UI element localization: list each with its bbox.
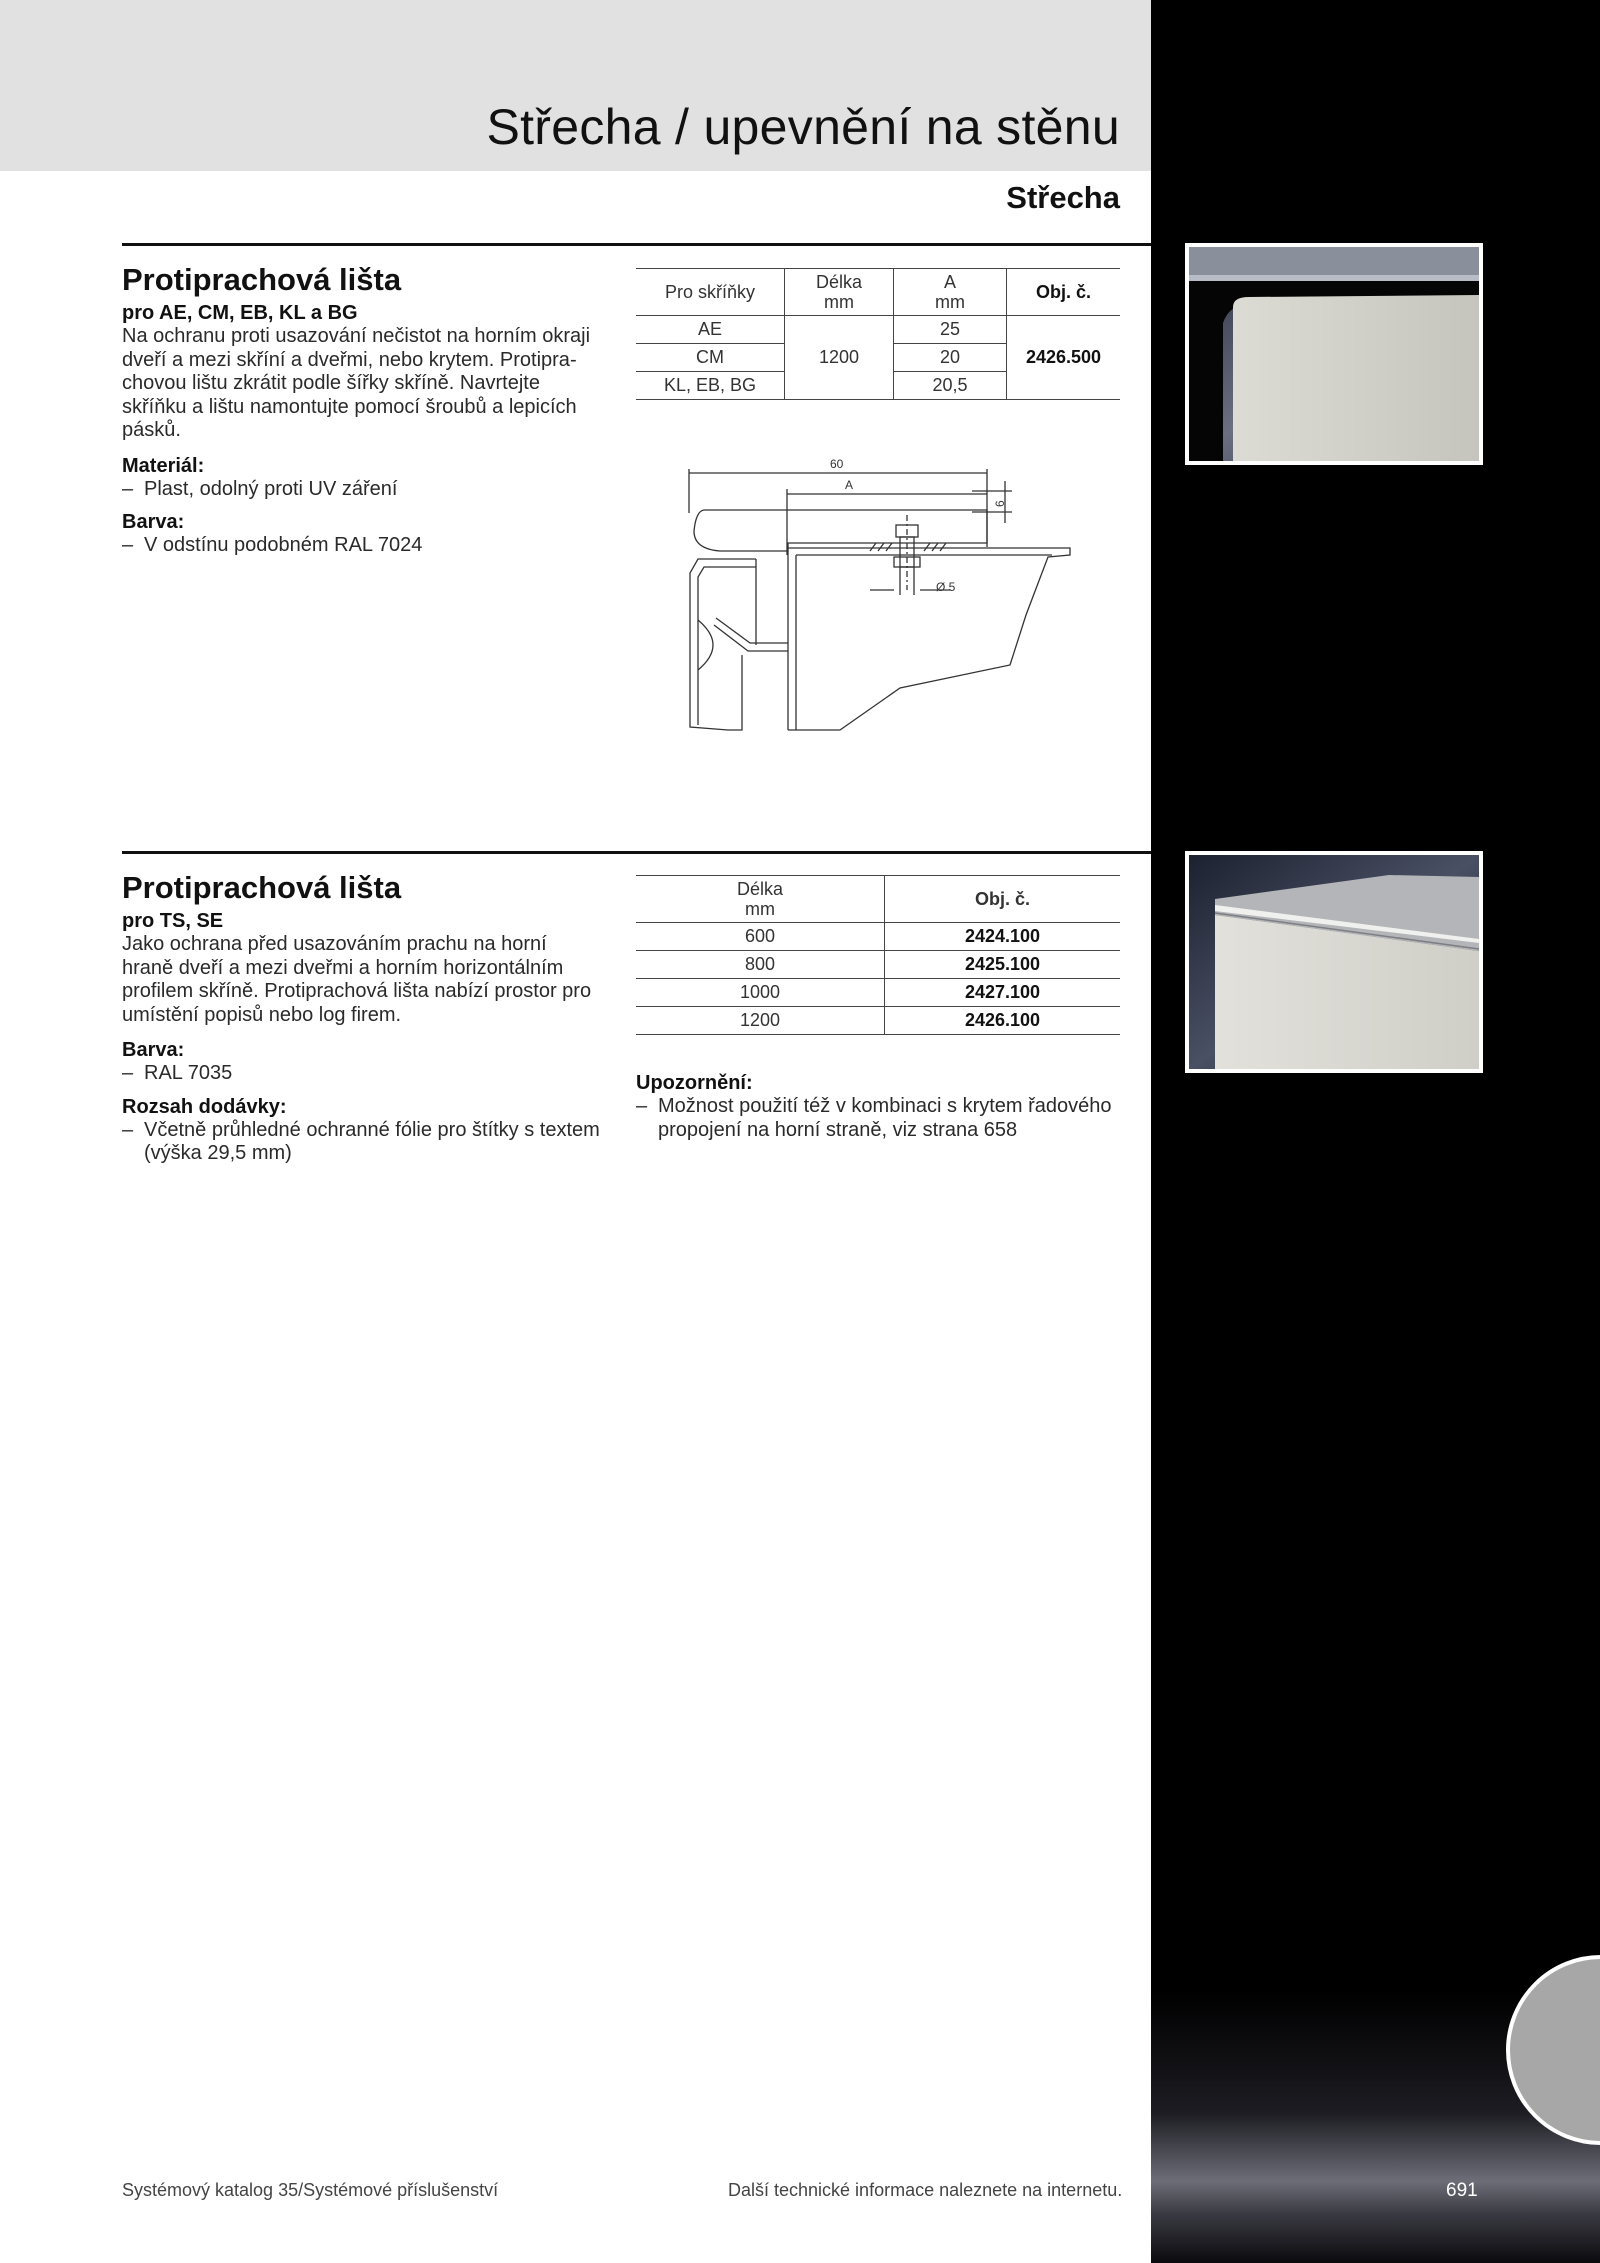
cell-cabinet: CM bbox=[636, 344, 785, 372]
dim-height-label: 6 bbox=[993, 500, 1007, 507]
product1-heading: Protiprachová lišta bbox=[122, 262, 402, 297]
cell-order-no: 2426.500 bbox=[1007, 316, 1121, 400]
product2-photo-image bbox=[1189, 855, 1479, 1069]
technical-drawing bbox=[680, 455, 1080, 735]
product2-text bbox=[122, 870, 602, 1166]
product1-description: Na ochranu proti usazování nečistot na horním okraji dveří a mezi skříní a dveřmi, nebo krytem. Protiprachovou lištu zkrátit podle šířky skříně. Navrtejte skříňku a lištu namontujte pomocí šroubů a lepicích pásků. bbox=[122, 325, 591, 441]
product2-color-item: – RAL 7035 bbox=[122, 1062, 602, 1086]
product2-description: Jako ochrana před usazováním prachu na horní hraně dveří a mezi dveřmi a horním horizontálním profilem skříně. Protiprachová lišta nabízí prostor pro umístění popisů nebo log firem. bbox=[122, 933, 592, 1026]
cell-order-no: 2424.100 bbox=[885, 923, 1121, 951]
table-header-row bbox=[636, 876, 1120, 923]
cell-length: 600 bbox=[636, 923, 885, 951]
product2-note bbox=[636, 1072, 1120, 1142]
table-header-cabinet: Pro skříňky bbox=[636, 269, 785, 316]
table-header-order: Obj. č. bbox=[1007, 269, 1121, 316]
footer-catalog: Systémový katalog 35/Systémové příslušenství bbox=[122, 2180, 499, 2200]
table-row bbox=[636, 316, 1120, 344]
product1-material-label: Materiál: bbox=[122, 454, 205, 477]
product1-text bbox=[122, 262, 602, 558]
dim-a-label: A bbox=[845, 478, 854, 492]
cell-cabinet: KL, EB, BG bbox=[636, 372, 785, 400]
cell-a: 20,5 bbox=[894, 372, 1007, 400]
product2-scope-label: Rozsah dodávky: bbox=[122, 1095, 287, 1118]
cell-cabinet: AE bbox=[636, 316, 785, 344]
cell-a: 25 bbox=[894, 316, 1007, 344]
product2-scope-item: – Včetně průhledné ochranné fólie pro štítky s textem (výška 29,5 mm) bbox=[122, 1119, 602, 1166]
product2-heading: Protiprachová lišta bbox=[122, 870, 402, 905]
dim-width-label: 60 bbox=[830, 457, 844, 471]
product1-photo-image bbox=[1189, 247, 1479, 461]
product1-table bbox=[636, 268, 1120, 400]
table-row bbox=[636, 979, 1120, 1007]
table-header-length: Délka mm bbox=[636, 876, 885, 923]
cell-order-no: 2427.100 bbox=[885, 979, 1121, 1007]
table-row bbox=[636, 1007, 1120, 1035]
section-rule bbox=[122, 243, 1151, 246]
section-title: Střecha bbox=[1006, 180, 1120, 215]
product2-table bbox=[636, 875, 1120, 1035]
product1-color-item: – V odstínu podobném RAL 7024 bbox=[122, 534, 602, 558]
cell-a: 20 bbox=[894, 344, 1007, 372]
page-number: 691 bbox=[1446, 2180, 1478, 2201]
product2-note-label: Upozornění: bbox=[636, 1072, 753, 1094]
cell-length: 800 bbox=[636, 951, 885, 979]
table-row bbox=[636, 951, 1120, 979]
section-rule bbox=[122, 851, 1151, 854]
footer-info: Další technické informace naleznete na internetu. bbox=[728, 2180, 1123, 2200]
table-header-row bbox=[636, 269, 1120, 316]
table-header-a: A mm bbox=[894, 269, 1007, 316]
product2-note-item: – Možnost použití též v kombinaci s krytem řadového propojení na horní straně, viz strana 658 bbox=[636, 1095, 1120, 1142]
cell-length: 1200 bbox=[785, 316, 894, 400]
product1-subheading: pro AE, CM, EB, KL a BG bbox=[122, 302, 358, 324]
product2-subheading: pro TS, SE bbox=[122, 910, 224, 932]
product2-color-label: Barva: bbox=[122, 1039, 185, 1061]
product1-color-label: Barva: bbox=[122, 511, 185, 533]
table-header-order: Obj. č. bbox=[885, 876, 1121, 923]
cell-length: 1000 bbox=[636, 979, 885, 1007]
product1-photo bbox=[1185, 243, 1483, 465]
product2-photo bbox=[1185, 851, 1483, 1073]
cell-order-no: 2426.100 bbox=[885, 1007, 1121, 1035]
page-title: Střecha / upevnění na stěnu bbox=[486, 99, 1120, 155]
dim-hole-label: Ø 5 bbox=[936, 580, 956, 594]
cell-order-no: 2425.100 bbox=[885, 951, 1121, 979]
product1-material-item: – Plast, odolný proti UV záření bbox=[122, 478, 602, 502]
table-row bbox=[636, 923, 1120, 951]
table-header-length: Délka mm bbox=[785, 269, 894, 316]
cell-length: 1200 bbox=[636, 1007, 885, 1035]
